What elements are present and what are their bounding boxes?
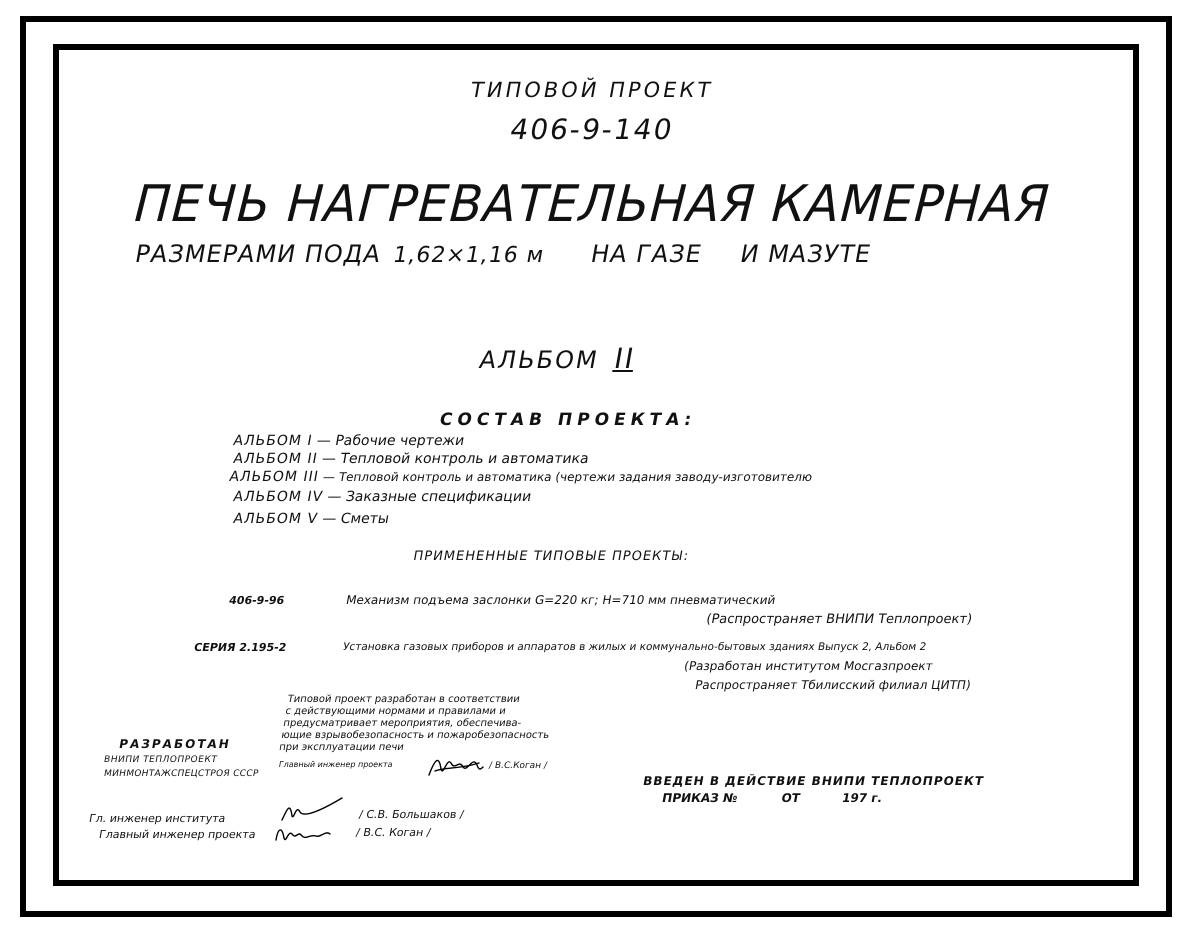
main-title: ПЕЧЬ НАГРЕВАТЕЛЬНАЯ КАМЕРНАЯ bbox=[127, 174, 1057, 234]
compliance-line: Типовой проект разработан в соответствии bbox=[286, 694, 521, 705]
composition-item bbox=[232, 451, 590, 467]
subtitle-gas: НА ГАЗЕ bbox=[588, 240, 705, 268]
signature-name: / С.В. Большаков / bbox=[358, 808, 465, 821]
compliance-line: предусматривает мероприятия, обеспечива- bbox=[282, 718, 523, 729]
compliance-chief-label: Главный инженер проекта bbox=[278, 760, 394, 769]
subtitle-fuel: И МАЗУТЕ bbox=[738, 240, 874, 268]
composition-album-label: АЛЬБОМ I bbox=[232, 433, 314, 449]
composition-album-label: АЛЬБОМ V bbox=[232, 511, 320, 527]
applied-note: (Распространяет ВНИПИ Теплопроект) bbox=[705, 612, 974, 627]
composition-album-text: — Тепловой контроль и автоматика (чертежи задания заводу-изготовителю bbox=[321, 470, 814, 484]
chief-signature-icon bbox=[425, 749, 485, 781]
composition-album-text: — Тепловой контроль и автоматика bbox=[320, 451, 591, 467]
project-number: 406-9-140 bbox=[507, 113, 677, 146]
applied-heading: ПРИМЕНЕННЫЕ ТИПОВЫЕ ПРОЕКТЫ: bbox=[412, 549, 691, 564]
composition-item bbox=[232, 433, 466, 449]
album-label: АЛЬБОМ bbox=[477, 346, 602, 374]
compliance-line: при эксплуатации печи bbox=[278, 742, 405, 753]
compliance-chief-name: / В.С.Коган / bbox=[488, 761, 548, 771]
enacted-year: 197 г. bbox=[840, 791, 884, 805]
developer-label: РАЗРАБОТАН bbox=[118, 737, 233, 751]
developer-org: ВНИПИ ТЕПЛОПРОЕКТ bbox=[103, 755, 218, 765]
enacted-from: ОТ bbox=[780, 791, 802, 805]
enacted-order: ПРИКАЗ № bbox=[661, 791, 739, 805]
composition-heading: СОСТАВ ПРОЕКТА: bbox=[438, 410, 698, 430]
applied-desc: Установка газовых приборов и аппаратов в жилых и коммунально-бытовых зданиях Выпуск 2, Альбом 2 bbox=[342, 641, 928, 653]
composition-item bbox=[232, 489, 533, 505]
signature-icon bbox=[270, 790, 350, 848]
composition-album-text: — Рабочие чертежи bbox=[315, 433, 466, 449]
composition-album-text: — Сметы bbox=[320, 511, 391, 527]
subtitle bbox=[133, 240, 874, 268]
compliance-line: с действующими нормами и правилами и bbox=[284, 706, 507, 717]
applied-desc: Механизм подъема заслонки G=220 кг; Н=710 мм пневматический bbox=[345, 593, 777, 607]
composition-album-text: — Заказные спецификации bbox=[326, 489, 533, 505]
composition-item bbox=[228, 469, 814, 485]
signature-role: Гл. инженер института bbox=[88, 812, 227, 825]
enacted-order-line bbox=[661, 791, 883, 805]
subtitle-prefix: РАЗМЕРАМИ ПОДА bbox=[133, 240, 384, 268]
album-number: II bbox=[611, 342, 638, 375]
enacted-line: ВВЕДЕН В ДЕЙСТВИЕ ВНИПИ ТЕПЛОПРОЕКТ bbox=[642, 774, 986, 788]
signature-role: Главный инженер проекта bbox=[98, 828, 257, 841]
composition-album-label: АЛЬБОМ III bbox=[228, 469, 321, 485]
applied-code: 406-9-96 bbox=[228, 594, 286, 607]
project-type: ТИПОВОЙ ПРОЕКТ bbox=[468, 78, 716, 102]
subtitle-size: 1,62×1,16 м bbox=[391, 243, 547, 268]
compliance-line: ющие взрывобезопасность и пожаробезопасность bbox=[280, 730, 551, 741]
composition-album-label: АЛЬБОМ IV bbox=[232, 489, 325, 505]
developer-ministry: МИНМОНТАЖСПЕЦСТРОЯ СССР bbox=[103, 769, 260, 779]
compliance-note bbox=[278, 694, 556, 754]
applied-note: Распространяет Тбилисский филиал ЦИТП) bbox=[694, 678, 972, 692]
album-heading bbox=[477, 342, 638, 375]
applied-note: (Разработан институтом Мосгазпроект bbox=[683, 659, 934, 673]
composition-album-label: АЛЬБОМ II bbox=[232, 451, 319, 467]
applied-code: СЕРИЯ 2.195-2 bbox=[193, 641, 288, 654]
composition-item bbox=[232, 511, 390, 527]
signature-name: / В.С. Коган / bbox=[355, 826, 432, 839]
